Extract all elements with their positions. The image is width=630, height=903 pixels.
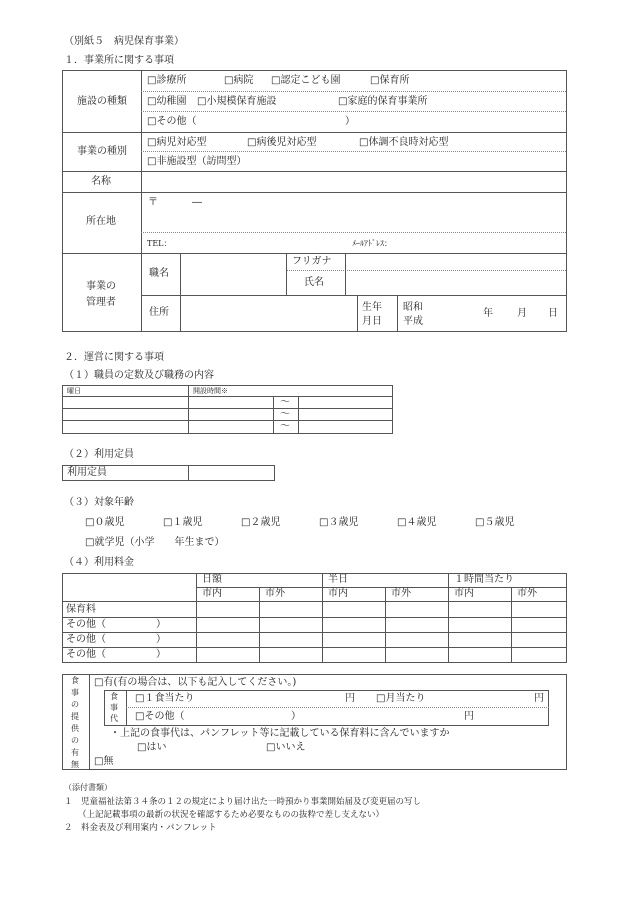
position-field[interactable] — [181, 254, 285, 294]
tilde-3: ～ — [280, 421, 290, 432]
fee-row-other-1: その他（ ） — [66, 619, 166, 630]
dob-month: 月 — [517, 308, 527, 319]
manager-name-label: 氏名 — [304, 277, 324, 288]
checkbox-meal-no[interactable]: □無 — [94, 756, 114, 767]
checkbox-clinic[interactable]: □診療所 — [147, 75, 187, 86]
manager-address-label: 住所 — [149, 307, 169, 318]
document-header: （別紙５ 病児保育事業） — [64, 36, 184, 47]
checkbox-certified-center[interactable]: □認定こども園 — [271, 75, 341, 86]
attachment-item-1-note: （上記記載事項の最新の状況を確認するため必要なものの抜粋で差し支えない） — [78, 810, 385, 820]
fee-row-other-2: その他（ ） — [66, 634, 166, 645]
postal-mark: 〒 — [148, 197, 158, 208]
address-label: 所在地 — [86, 216, 116, 227]
facility-type-label: 施設の種類 — [77, 96, 127, 107]
business-type-label: 事業の種別 — [77, 146, 127, 157]
facility-other-close: ） — [345, 116, 355, 127]
checkbox-per-month[interactable]: □月当たり — [376, 693, 426, 704]
name-label: 名称 — [91, 176, 111, 187]
checkbox-sick-child[interactable]: □病児対応型 — [147, 137, 207, 148]
dob-year: 年 — [483, 308, 493, 319]
staff-title: （１）職員の定数及び職務の内容 — [64, 370, 214, 381]
per-month-yen: 円 — [534, 693, 544, 704]
section2-title: ２．運営に関する事項 — [64, 352, 164, 363]
checkbox-unwell-child[interactable]: □体調不良時対応型 — [359, 137, 449, 148]
facility-name-field[interactable] — [142, 172, 566, 192]
checkbox-meal-yes[interactable]: □有(有の場合は、以下も記入してください。) — [94, 677, 297, 688]
capacity-title: （２）利用定員 — [64, 449, 134, 460]
checkbox-hospital[interactable]: □病院 — [224, 75, 254, 86]
checkbox-small-nursery[interactable]: □小規模保育施設 — [197, 96, 277, 107]
attachments-title: （添付書類） — [64, 783, 112, 792]
fee-group-halfday: 半日 — [328, 574, 348, 585]
checkbox-age-4[interactable]: □４歳児 — [397, 517, 437, 528]
checkbox-age-3[interactable]: □３歳児 — [319, 517, 359, 528]
checkbox-per-meal[interactable]: □１食当たり — [135, 693, 195, 704]
era-showa[interactable]: 昭和 — [403, 302, 423, 313]
meal-other-close: ） — [291, 711, 301, 722]
per-meal-yen: 円 — [345, 693, 355, 704]
dob-label-2: 月日 — [362, 316, 382, 327]
checkbox-age-1[interactable]: □１歳児 — [163, 517, 203, 528]
meal-question: ・上記の食事代は、パンフレット等に記載している保育料に含んでいますか — [110, 728, 450, 739]
furigana-label: フリガナ — [292, 256, 332, 267]
checkbox-included-yes[interactable]: □はい — [137, 742, 167, 753]
checkbox-meal-other[interactable]: □その他（ — [135, 711, 185, 722]
capacity-field[interactable] — [189, 466, 274, 480]
ages-title: （３）対象年齢 — [64, 497, 134, 508]
fee-sub-6: 市外 — [517, 588, 537, 599]
meal-other-yen: 円 — [464, 711, 474, 722]
tel-label: TEL： — [147, 239, 172, 248]
postal-dash: ― — [192, 197, 202, 208]
fee-sub-3: 市内 — [328, 588, 348, 599]
attachment-item-1: １ 児童福祉法第３４条の１２の規定により届け出た一時預かり事業開始届及び変更届の写し — [64, 797, 422, 807]
fee-sub-4: 市外 — [391, 588, 411, 599]
checkbox-non-facility[interactable]: □非施設型（訪問型） — [147, 156, 247, 167]
checkbox-kindergarten[interactable]: □幼稚園 — [147, 96, 187, 107]
checkbox-age-5[interactable]: □５歳児 — [475, 517, 515, 528]
fee-sub-1: 市内 — [202, 588, 222, 599]
capacity-label: 利用定員 — [67, 467, 107, 478]
dob-label-1: 生年 — [362, 302, 382, 313]
manager-name-field[interactable] — [346, 271, 566, 295]
tilde-1: ～ — [280, 397, 290, 408]
checkbox-nursery[interactable]: □保育所 — [370, 75, 410, 86]
email-label: ﾒｰﾙｱﾄﾞﾚｽ： — [352, 239, 392, 248]
checkbox-age-2[interactable]: □２歳児 — [241, 517, 281, 528]
checkbox-school-age[interactable]: □就学児（小学 年生まで） — [85, 537, 225, 548]
fee-group-hourly: １時間当たり — [454, 574, 514, 585]
checkbox-recovering-child[interactable]: □病後児対応型 — [247, 137, 317, 148]
fee-row-other-3: その他（ ） — [66, 649, 166, 660]
fee-sub-2: 市外 — [265, 588, 285, 599]
checkbox-facility-other[interactable]: □その他（ — [147, 116, 197, 127]
position-label: 職名 — [149, 268, 169, 279]
staff-col-hours: 開設時間※ — [193, 387, 228, 395]
dob-day: 日 — [548, 308, 558, 319]
section1-title: １．事業所に関する事項 — [64, 55, 174, 66]
manager-label-1: 事業の — [86, 281, 116, 292]
checkbox-included-no[interactable]: □いいえ — [266, 742, 306, 753]
tilde-2: ～ — [280, 409, 290, 420]
fees-title: （４）利用料金 — [64, 557, 134, 568]
checkbox-home-nursery[interactable]: □家庭的保育事業所 — [338, 96, 428, 107]
attachment-item-2: ２ 料金表及び利用案内・パンフレット — [64, 823, 217, 833]
checkbox-age-0[interactable]: □０歳児 — [85, 517, 125, 528]
fee-group-daily: 日額 — [202, 574, 222, 585]
manager-address-field[interactable] — [181, 296, 356, 331]
era-heisei[interactable]: 平成 — [403, 316, 423, 327]
staff-col-day: 曜日 — [67, 387, 81, 395]
fee-row-childcare: 保育料 — [66, 604, 96, 615]
fee-sub-5: 市内 — [454, 588, 474, 599]
address-field[interactable] — [142, 193, 566, 232]
manager-label-2: 管理者 — [86, 297, 116, 308]
